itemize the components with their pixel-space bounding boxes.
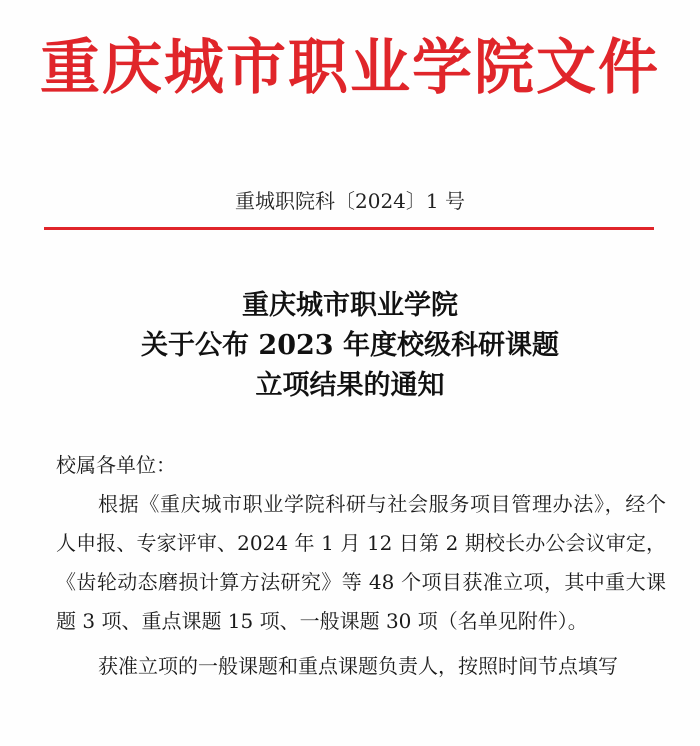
notice-title-line-2: 关于公布 2023 年度校级科研课题 xyxy=(141,330,559,361)
notice-title-line-1: 重庆城市职业学院 xyxy=(242,290,458,321)
header-red-divider xyxy=(44,227,654,230)
notice-title-line-3: 立项结果的通知 xyxy=(255,370,445,401)
salutation: 校属各单位： xyxy=(56,453,176,477)
notice-body xyxy=(56,446,666,686)
body-paragraph-1: 根据《重庆城市职业学院科研与社会服务项目管理办法》，经个人申报、专家评审、2024 年 1 月 12 日第 2 期校长办公会议审定，《齿轮动态磨损计算方法研究》等 48 个项目获准立项，其中重大课题 3 项、重点课题 15 项、一般课题 30 项（名单见附件）。 xyxy=(56,492,666,633)
document-number: 重城职院科〔2024〕1 号 xyxy=(235,189,465,213)
body-paragraph-2: 获准立项的一般课题和重点课题负责人，按照时间节点填写 xyxy=(98,654,618,678)
document-header-title: 重庆城市职业学院文件 xyxy=(40,33,660,103)
notice-title xyxy=(0,286,700,406)
